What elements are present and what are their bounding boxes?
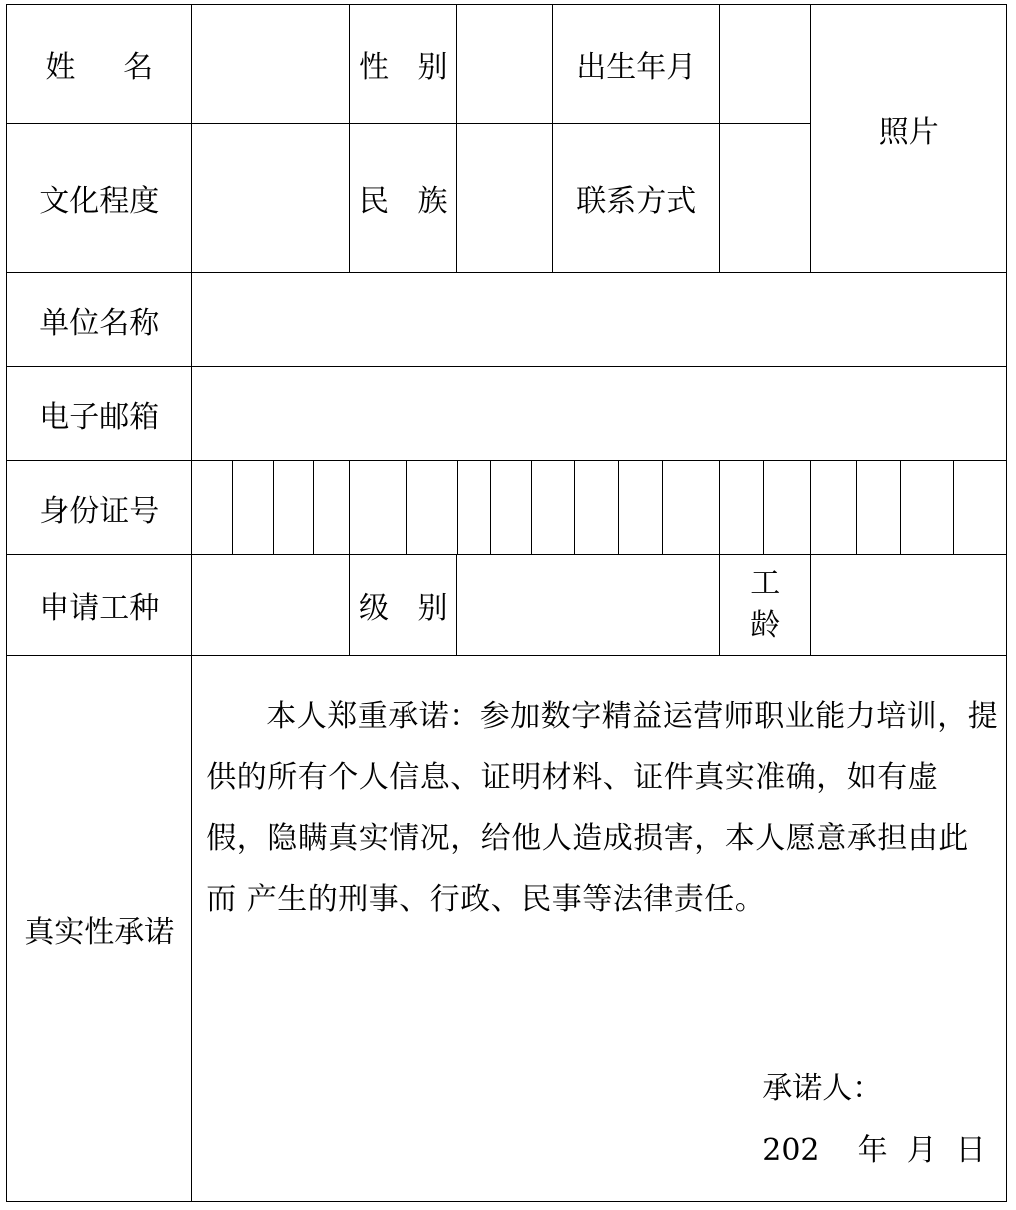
name-field[interactable]: [191, 4, 350, 124]
level-label-cell: [349, 554, 457, 656]
id-digit-cell-9[interactable]: [531, 460, 575, 555]
job-type-field[interactable]: [191, 554, 350, 656]
seniority-label-char-2: 龄: [750, 608, 781, 644]
photo-box[interactable]: [810, 4, 1007, 273]
education-label-cell: [6, 123, 192, 273]
registration-form: [7, 5, 1008, 1202]
id-digit-cell-5[interactable]: [349, 460, 407, 555]
education-label: 文化程度: [39, 184, 160, 220]
id-digit-cell-12[interactable]: [662, 460, 720, 555]
id-digit-cell-6[interactable]: [406, 460, 458, 555]
birth-label-cell: [552, 4, 720, 124]
id-digit-cell-2[interactable]: [232, 460, 274, 555]
pledge-text: 本人郑重承诺：参加数字精益运营师职业能力培训，提供的所有个人信息、证明材料、证件真实准确，如有虚假，隐瞒真实情况，给他人造成损害，本人愿意承担由此而 产生的刑事、行政、民事等法律责任。: [206, 699, 999, 918]
job-type-label: 申请工种: [39, 591, 160, 627]
id-digit-cell-11[interactable]: [618, 460, 663, 555]
company-field[interactable]: [191, 272, 1007, 367]
name-label-cell: [6, 4, 192, 124]
pledge-label-cell: [6, 655, 192, 1202]
level-field[interactable]: [456, 554, 720, 656]
seniority-field[interactable]: [810, 554, 1007, 656]
seniority-label-char-1: 工: [750, 566, 781, 602]
signer-label: 承诺人：: [762, 1071, 883, 1107]
id-digit-cell-18[interactable]: [953, 460, 1007, 555]
seniority-label-cell: [719, 554, 811, 656]
id-digit-cell-3[interactable]: [273, 460, 314, 555]
company-label: 单位名称: [39, 305, 160, 341]
id-digit-cell-10[interactable]: [574, 460, 619, 555]
email-label-cell: [6, 366, 192, 461]
id-digit-cell-1[interactable]: [191, 460, 233, 555]
email-field[interactable]: [191, 366, 1007, 461]
pledge-label: 真实性承诺: [24, 914, 175, 950]
contact-label: 联系方式: [576, 184, 697, 220]
id-digit-cell-14[interactable]: [763, 460, 811, 555]
company-label-cell: [6, 272, 192, 367]
date-line: 202 年 月 日: [762, 1133, 986, 1169]
gender-label: 性 别: [358, 50, 448, 86]
gender-field[interactable]: [456, 4, 553, 124]
ethnicity-field[interactable]: [456, 123, 553, 273]
id-label-cell: [6, 460, 192, 555]
gender-label-cell: [349, 4, 457, 124]
id-digit-cell-16[interactable]: [856, 460, 901, 555]
id-digit-cell-7[interactable]: [457, 460, 491, 555]
contact-label-cell: [552, 123, 720, 273]
birth-label: 出生年月: [576, 50, 697, 86]
education-field[interactable]: [191, 123, 350, 273]
id-digit-cell-13[interactable]: [719, 460, 764, 555]
level-label: 级 别: [358, 591, 448, 627]
id-digit-cell-4[interactable]: [313, 460, 350, 555]
email-label: 电子邮箱: [39, 399, 160, 435]
ethnicity-label: 民 族: [358, 184, 448, 220]
name-label: 姓 名: [45, 50, 154, 86]
id-label: 身份证号: [39, 493, 160, 529]
contact-field[interactable]: [719, 123, 811, 273]
job-type-label-cell: [6, 554, 192, 656]
id-digit-cell-17[interactable]: [900, 460, 954, 555]
pledge-content-cell: [191, 655, 1007, 1202]
ethnicity-label-cell: [349, 123, 457, 273]
birth-field[interactable]: [719, 4, 811, 124]
id-digit-cell-8[interactable]: [490, 460, 532, 555]
photo-label: 照片: [878, 114, 939, 150]
id-digit-cell-15[interactable]: [810, 460, 857, 555]
